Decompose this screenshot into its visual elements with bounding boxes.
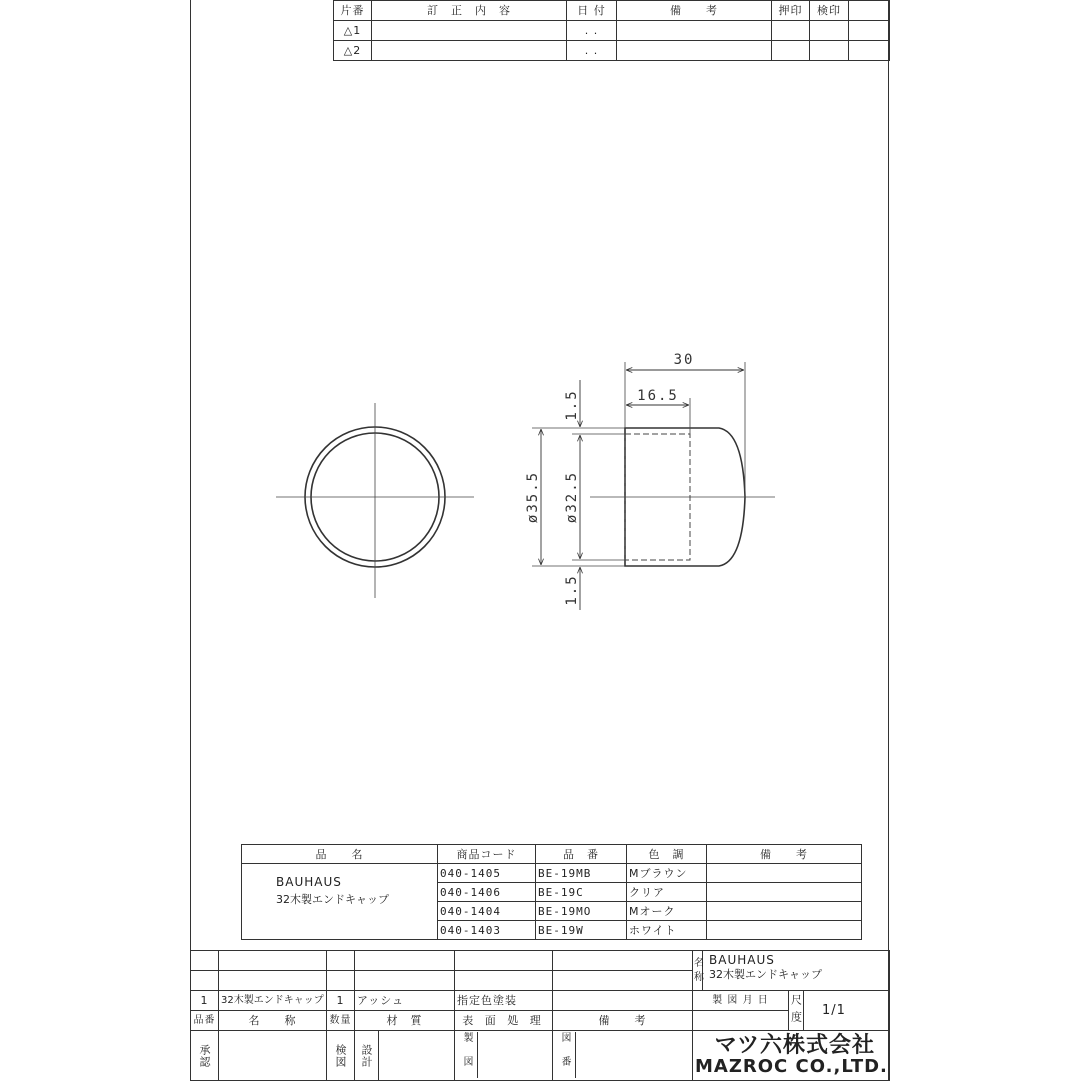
product-part: BE-19MO (536, 902, 627, 921)
material: アッシュ (355, 991, 455, 1011)
surface-treatment: 指定色塗装 (455, 991, 553, 1011)
product-remarks (707, 883, 862, 902)
product-header-code: 商品コード (438, 845, 536, 864)
product-part: BE-19MB (536, 864, 627, 883)
col-header-name: 名 称 (219, 1011, 327, 1031)
title-name-cell (703, 951, 890, 991)
title-label-cell: 名 称 (693, 951, 703, 991)
sign-design: 設計 (355, 1031, 379, 1081)
rev-row-mark: △2 (334, 41, 372, 61)
company-cell (693, 1031, 890, 1081)
company-name-en: MAZROC CO.,LTD. (695, 1056, 888, 1078)
product-remarks (707, 864, 862, 883)
rev-row-mark: △1 (334, 21, 372, 41)
product-color: Mブラウン (627, 864, 707, 883)
col-header-part-no: 品番 (191, 1011, 219, 1031)
rev-row-date: . . (567, 41, 617, 61)
title-block (190, 950, 890, 1081)
col-header-remarks: 備 考 (553, 1011, 693, 1031)
product-color: Mオーク (627, 902, 707, 921)
product-name-cell (242, 864, 438, 940)
drawing-no-label: 図番 (553, 1032, 576, 1078)
product-code: 040-1403 (438, 921, 536, 940)
dim-text-wall-bottom: 1.5 (564, 574, 580, 606)
col-header-material: 材 質 (355, 1011, 455, 1031)
product-code: 040-1404 (438, 902, 536, 921)
product-header-name: 品 名 (242, 845, 438, 864)
product-name-line2: 32木製エンドキャップ (276, 893, 389, 906)
rev-header-check: 検印 (810, 1, 849, 21)
dim-text-30: 30 (673, 352, 695, 368)
drafting-date-value (693, 1011, 789, 1031)
col-header-qty: 数量 (327, 1011, 355, 1031)
title-line2: 32木製エンドキャップ (709, 968, 822, 981)
dim-text-16-5: 16.5 (637, 388, 679, 404)
rev-header-date: 日 付 (567, 1, 617, 21)
rev-header-content: 訂 正 内 容 (372, 1, 567, 21)
product-color: クリア (627, 883, 707, 902)
product-name-line1: BAUHAUS (276, 875, 342, 889)
sign-check: 検図 (327, 1031, 355, 1081)
sign-drafting: 製図 (455, 1032, 478, 1078)
part-name: 32木製エンドキャップ (219, 991, 327, 1011)
front-view (276, 403, 474, 598)
dim-text-wall-top: 1.5 (564, 389, 580, 421)
product-header-remarks: 備 考 (707, 845, 862, 864)
dim-text-35-5: ø35.5 (525, 470, 541, 524)
title-line1: BAUHAUS (709, 953, 775, 967)
company-name-jp: マツ六株式会社 (714, 1033, 875, 1059)
quantity: 1 (327, 991, 355, 1011)
scale-label: 尺度 (789, 991, 804, 1031)
product-code: 040-1405 (438, 864, 536, 883)
product-table (241, 844, 862, 940)
remarks-value (553, 991, 693, 1011)
product-code: 040-1406 (438, 883, 536, 902)
rev-header-stamp: 押印 (772, 1, 810, 21)
scale-value: 1/1 (804, 991, 890, 1031)
sign-drafting-cell (455, 1031, 553, 1081)
product-part: BE-19C (536, 883, 627, 902)
drawing-no-cell (553, 1031, 693, 1081)
rev-row-date: . . (567, 21, 617, 41)
rev-header-mark: 片番 (334, 1, 372, 21)
sign-approval: 承認 (191, 1031, 219, 1081)
product-header-color: 色 調 (627, 845, 707, 864)
drafting-date-label: 製 図 月 日 (693, 991, 789, 1011)
part-no: 1 (191, 991, 219, 1011)
product-part: BE-19W (536, 921, 627, 940)
dim-text-32-5: ø32.5 (564, 470, 580, 524)
product-remarks (707, 921, 862, 940)
product-header-part: 品 番 (536, 845, 627, 864)
product-color: ホワイト (627, 921, 707, 940)
product-remarks (707, 902, 862, 921)
rev-header-remarks: 備 考 (617, 1, 772, 21)
col-header-surface: 表 面 処 理 (455, 1011, 553, 1031)
